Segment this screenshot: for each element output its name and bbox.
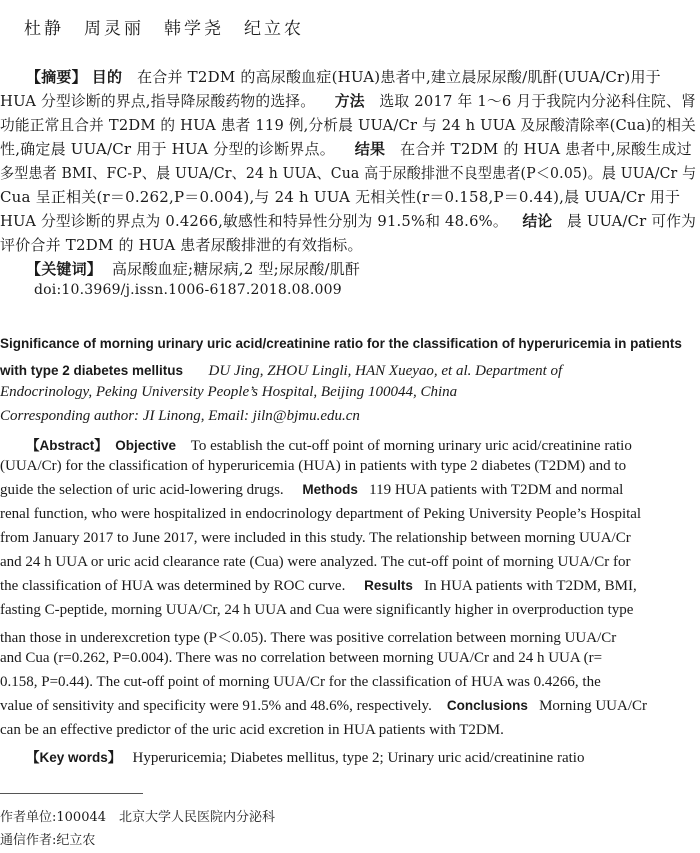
cn-abstract-line: Cua 呈正相关(r＝0.262,P＝0.004),与 24 h UUA 无相关性(r＝0.158,P＝0.44),晨 UUA/Cr 用于 [0,188,681,206]
text: 119 HUA patients with T2DM and normal [369,482,624,498]
cn-abstract-line [0,90,696,111]
en-abstract-line: than those in underexcretion type (P＜0.05). There was positive correlation between morning UUA/Cr [0,630,617,646]
en-abstract-line: (UUA/Cr) for the classification of hyperuricemia (HUA) in patients with type 2 diabetes (T2DM) and to [0,458,627,474]
text: 在合并 T2DM 的高尿酸血症(HUA)患者中,建立晨尿尿酸/肌酐(UUA/Cr)用于 [137,68,661,86]
doi: doi:10.3969/j.issn.1006-6187.2018.08.009 [34,282,342,298]
cn-abstract-line: 评价合并 T2DM 的 HUA 患者尿酸排泄的有效指标。 [0,236,363,254]
text: value of sensitivity and specificity were 91.5% and 48.6%, respectively. [0,698,432,714]
footnote-corresponding: 通信作者:纪立农 [0,833,96,848]
text: 晨 UUA/Cr 可作为 [567,212,697,230]
text: HUA 分型诊断的界点,指导降尿酸药物的选择。 [0,92,316,110]
text: 选取 2017 年 1～6 月于我院内分泌科住院、肾 [379,92,696,110]
cn-abstract-line [0,210,696,231]
cn-abstract-line: 功能正常且合并 T2DM 的 HUA 患者 119 例,分析晨 UUA/Cr 与 24 h UUA 及尿酸清除率(Cua)的相关 [0,116,696,134]
text: 性,确定晨 UUA/Cr 用于 HUA 分型的诊断界点。 [0,140,335,158]
cn-keywords-label: 【关键词】 [26,260,103,278]
en-abstract-line: from January 2017 to June 2017, were included in this study. The relationship between morning UUA/Cr [0,530,631,546]
en-abstract-line: 0.158, P=0.44). The cut-off point of morning UUA/Cr for the classification of HUA was 0.4266, the [0,674,601,690]
en-abstract-label: 【Abstract】 [26,438,108,453]
text: guide the selection of uric acid-lowering drugs. [0,482,284,498]
cn-abstract-line [26,66,661,87]
en-corresponding: Corresponding author: JI Linong, Email: jiln@bjmu.edu.cn [0,408,360,424]
footnote-divider [0,793,143,794]
en-title-line [0,360,562,380]
en-abstract-line [0,578,637,595]
text: HUA 分型诊断的界点为 0.4266,敏感性和特异性分别为 91.5%和 48.6%。 [0,212,508,230]
en-abstract-line: fasting C-peptide, morning UUA/Cr, 24 h UUA and Cua were significantly higher in overproduction type [0,602,634,618]
cn-abstract-line: 多型患者 BMI、FC-P、晨 UUA/Cr、24 h UUA、Cua 高于尿酸排泄不良型患者(P＜0.05)。晨 UUA/Cr 与 [0,164,697,182]
en-methods-label: Methods [302,482,358,497]
en-abstract-line: and 24 h UUA or uric acid clearance rate (Cua) were analyzed. The cut-off point of morning UUA/Cr for [0,554,631,570]
cn-results-label: 结果 [354,140,386,158]
en-keywords [26,746,584,767]
en-affiliation: Endocrinology, Peking University People’s Hospital, Beijing 100044, China [0,384,458,400]
en-abstract-line: renal function, who were hospitalized in endocrinology department of Peking University People’s Hospital [0,506,642,522]
en-objective-label: Objective [115,438,177,453]
authors-cn: 杜静 周灵丽 韩学尧 纪立农 [24,19,304,39]
text: Morning UUA/Cr [539,698,648,714]
cn-methods-label: 方法 [334,92,365,110]
cn-abstract-label: 【摘要】 [26,68,87,86]
en-abstract-line [0,482,623,499]
en-conclusions-label: Conclusions [446,698,528,713]
text: the classification of HUA was determined by ROC curve. [0,578,346,594]
text: To establish the cut-off point of morning urinary uric acid/creatinine ratio [190,438,632,454]
en-keywords-text: Hyperuricemia; Diabetes mellitus, type 2; Urinary uric acid/creatinine ratio [132,750,585,766]
en-keywords-label: 【Key words】 [26,750,122,765]
cn-keywords [26,258,360,279]
cn-keywords-text: 高尿酸血症;糖尿病,2 型;尿尿酸/肌酐 [111,260,361,278]
en-abstract-line [26,434,632,455]
text: 在合并 T2DM 的 HUA 患者中,尿酸生成过 [400,140,692,158]
cn-conclusion-label: 结论 [522,212,553,230]
en-title-line: Significance of morning urinary uric acid/creatinine ratio for the classification of hyperuricemia in patients [0,336,682,351]
en-abstract-line: can be an effective predictor of the uric acid excretion in HUA patients with T2DM. [0,722,504,738]
en-title-line-2: with type 2 diabetes mellitus [0,363,184,378]
en-results-label: Results [364,578,413,593]
text: In HUA patients with T2DM, BMI, [424,578,637,594]
en-authors: DU Jing, ZHOU Lingli, HAN Xueyao, et al. Department of [208,363,563,379]
cn-objective-label: 目的 [91,68,123,86]
footnote-author-unit: 作者单位:100044 北京大学人民医院内分泌科 [0,810,276,825]
en-abstract-line [0,698,647,715]
cn-abstract-line [0,138,692,159]
en-abstract-line: and Cua (r=0.262, P=0.004). There was no correlation between morning UUA/Cr and 24 h UUA (r= [0,650,603,666]
